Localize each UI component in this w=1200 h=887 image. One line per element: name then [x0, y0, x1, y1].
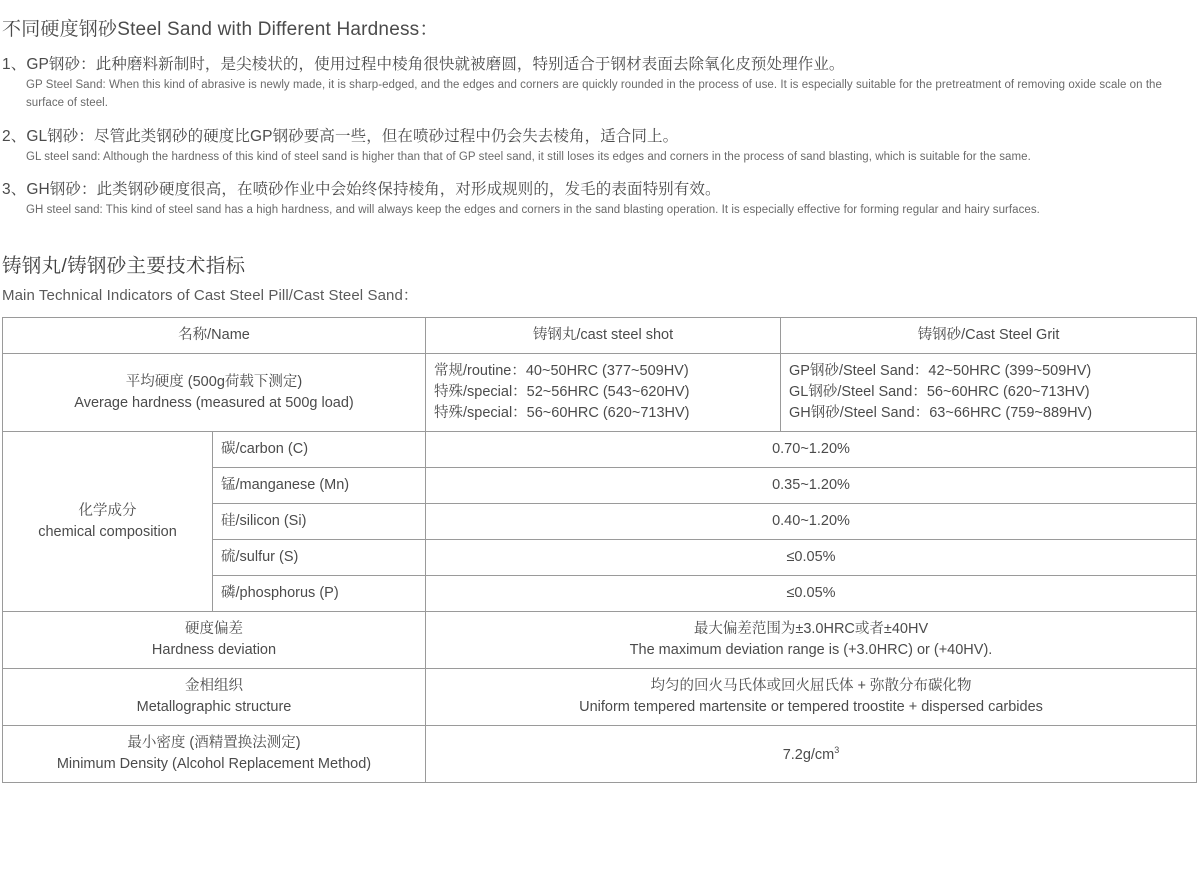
list-item — [0, 121, 1200, 175]
list-item-en: GH steel sand: This kind of steel sand has a high hardness, and will always keep the edges and corners in the sand blasting operation. It is especially effective for forming regular and hairy surfaces. — [26, 204, 1040, 217]
table-row-chem-carbon — [3, 432, 1197, 468]
list-item-en: GL steel sand: Although the hardness of this kind of steel sand is higher than that of GP steel sand, it still loses its edges and corners in the process of sand blasting, which is suitable for the same. — [26, 150, 1031, 163]
metallographic-label-en: Metallographic structure — [136, 699, 292, 716]
deviation-value — [426, 612, 1197, 669]
table-row-hardness — [3, 354, 1197, 432]
section-title-cn: 铸钢丸/铸钢砂主要技术指标 — [2, 255, 246, 278]
list-item-cn: 1、GP钢砂：此种磨料新制时，是尖棱状的，使用过程中棱角很快就被磨圆，特别适合于钢材表面去除氧化皮预处理作业。 — [2, 56, 845, 73]
chemical-value: 0.40~1.20% — [426, 504, 1197, 540]
density-value-number: 7.2g/cm — [782, 746, 835, 763]
density-label — [3, 726, 426, 783]
deviation-label — [3, 612, 426, 669]
chemical-label — [3, 432, 213, 612]
table-row-deviation — [3, 612, 1197, 669]
chemical-name: 碳/carbon (C) — [213, 432, 426, 468]
chemical-value: ≤0.05% — [426, 576, 1197, 612]
deviation-label-en: Hardness deviation — [151, 642, 277, 659]
hardness-shot-line: 特殊/special：52~56HRC (543~620HV) — [434, 384, 690, 401]
density-label-cn: 最小密度 (酒精置换法测定) — [127, 735, 301, 752]
chemical-name: 硫/sulfur (S) — [213, 540, 426, 576]
deviation-value-cn: 最大偏差范围为±3.0HRC或者±40HV — [693, 621, 929, 638]
chemical-name: 硅/silicon (Si) — [213, 504, 426, 540]
list-item — [0, 174, 1200, 228]
table-header-row — [3, 318, 1197, 354]
section-title-hardness: 不同硬度钢砂Steel Sand with Different Hardness： — [2, 19, 439, 40]
metallographic-label — [3, 669, 426, 726]
chemical-value: 0.35~1.20% — [426, 468, 1197, 504]
hardness-grit-values — [781, 354, 1197, 432]
deviation-label-cn: 硬度偏差 — [185, 621, 243, 638]
density-value-exponent: 3 — [834, 744, 840, 755]
hardness-label-en: Average hardness (measured at 500g load) — [74, 394, 354, 411]
deviation-value-en: The maximum deviation range is (+3.0HRC) or (+40HV). — [629, 642, 993, 659]
list-item-cn: 3、GH钢砂：此类钢砂硬度很高，在喷砂作业中会始终保持棱角，对形成规则的，发毛的表面特别有效。 — [2, 181, 721, 199]
chemical-label-en: chemical composition — [38, 523, 177, 540]
chemical-value: ≤0.05% — [426, 540, 1197, 576]
chemical-label-cn: 化学成分 — [78, 502, 137, 519]
hardness-shot-values — [426, 354, 781, 432]
hardness-grit-line: GL钢砂/Steel Sand：56~60HRC (620~713HV) — [789, 384, 1090, 401]
section-technical-indicators — [0, 250, 1200, 317]
section-title-en: Main Technical Indicators of Cast Steel Pill/Cast Steel Sand： — [2, 287, 419, 305]
hardness-shot-line: 常规/routine：40~50HRC (377~509HV) — [434, 363, 689, 380]
hardness-label-cn: 平均硬度 (500g荷载下测定) — [125, 373, 303, 390]
table-row-metallographic — [3, 669, 1197, 726]
header-cell-grit: 铸钢砂/Cast Steel Grit — [781, 318, 1197, 354]
hardness-grit-line: GP钢砂/Steel Sand：42~50HRC (399~509HV) — [789, 363, 1092, 380]
density-value — [426, 726, 1197, 783]
list-item-en: GP Steel Sand: When this kind of abrasive is newly made, it is sharp-edged, and the edges and corners are quickly rounded in the process of use. It is especially suitable for the pretreatment of removing oxide scale on the surface of steel. — [26, 79, 1162, 109]
metallographic-label-cn: 金相组织 — [185, 678, 243, 695]
density-label-en: Minimum Density (Alcohol Replacement Method) — [56, 756, 372, 773]
hardness-grit-line: GH钢砂/Steel Sand：63~66HRC (759~889HV) — [789, 405, 1093, 422]
chemical-value: 0.70~1.20% — [426, 432, 1197, 468]
list-item — [0, 49, 1200, 121]
metallographic-value-en: Uniform tempered martensite or tempered troostite + dispersed carbides — [579, 699, 1043, 716]
chemical-name: 锰/manganese (Mn) — [213, 468, 426, 504]
list-item-cn: 2、GL钢砂：尽管此类钢砂的硬度比GP钢砂要高一些，但在喷砂过程中仍会失去棱角，适合同上。 — [2, 127, 679, 145]
header-cell-name: 名称/Name — [3, 318, 426, 354]
hardness-label — [3, 354, 426, 432]
header-cell-shot: 铸钢丸/cast steel shot — [426, 318, 781, 354]
table-row-density — [3, 726, 1197, 783]
metallographic-value-cn: 均匀的回火马氏体或回火屈氏体 + 弥散分布碳化物 — [650, 678, 972, 695]
spec-table — [2, 317, 1197, 783]
hardness-shot-line: 特殊/special：56~60HRC (620~713HV) — [434, 405, 690, 422]
chemical-name: 磷/phosphorus (P) — [213, 576, 426, 612]
metallographic-value — [426, 669, 1197, 726]
